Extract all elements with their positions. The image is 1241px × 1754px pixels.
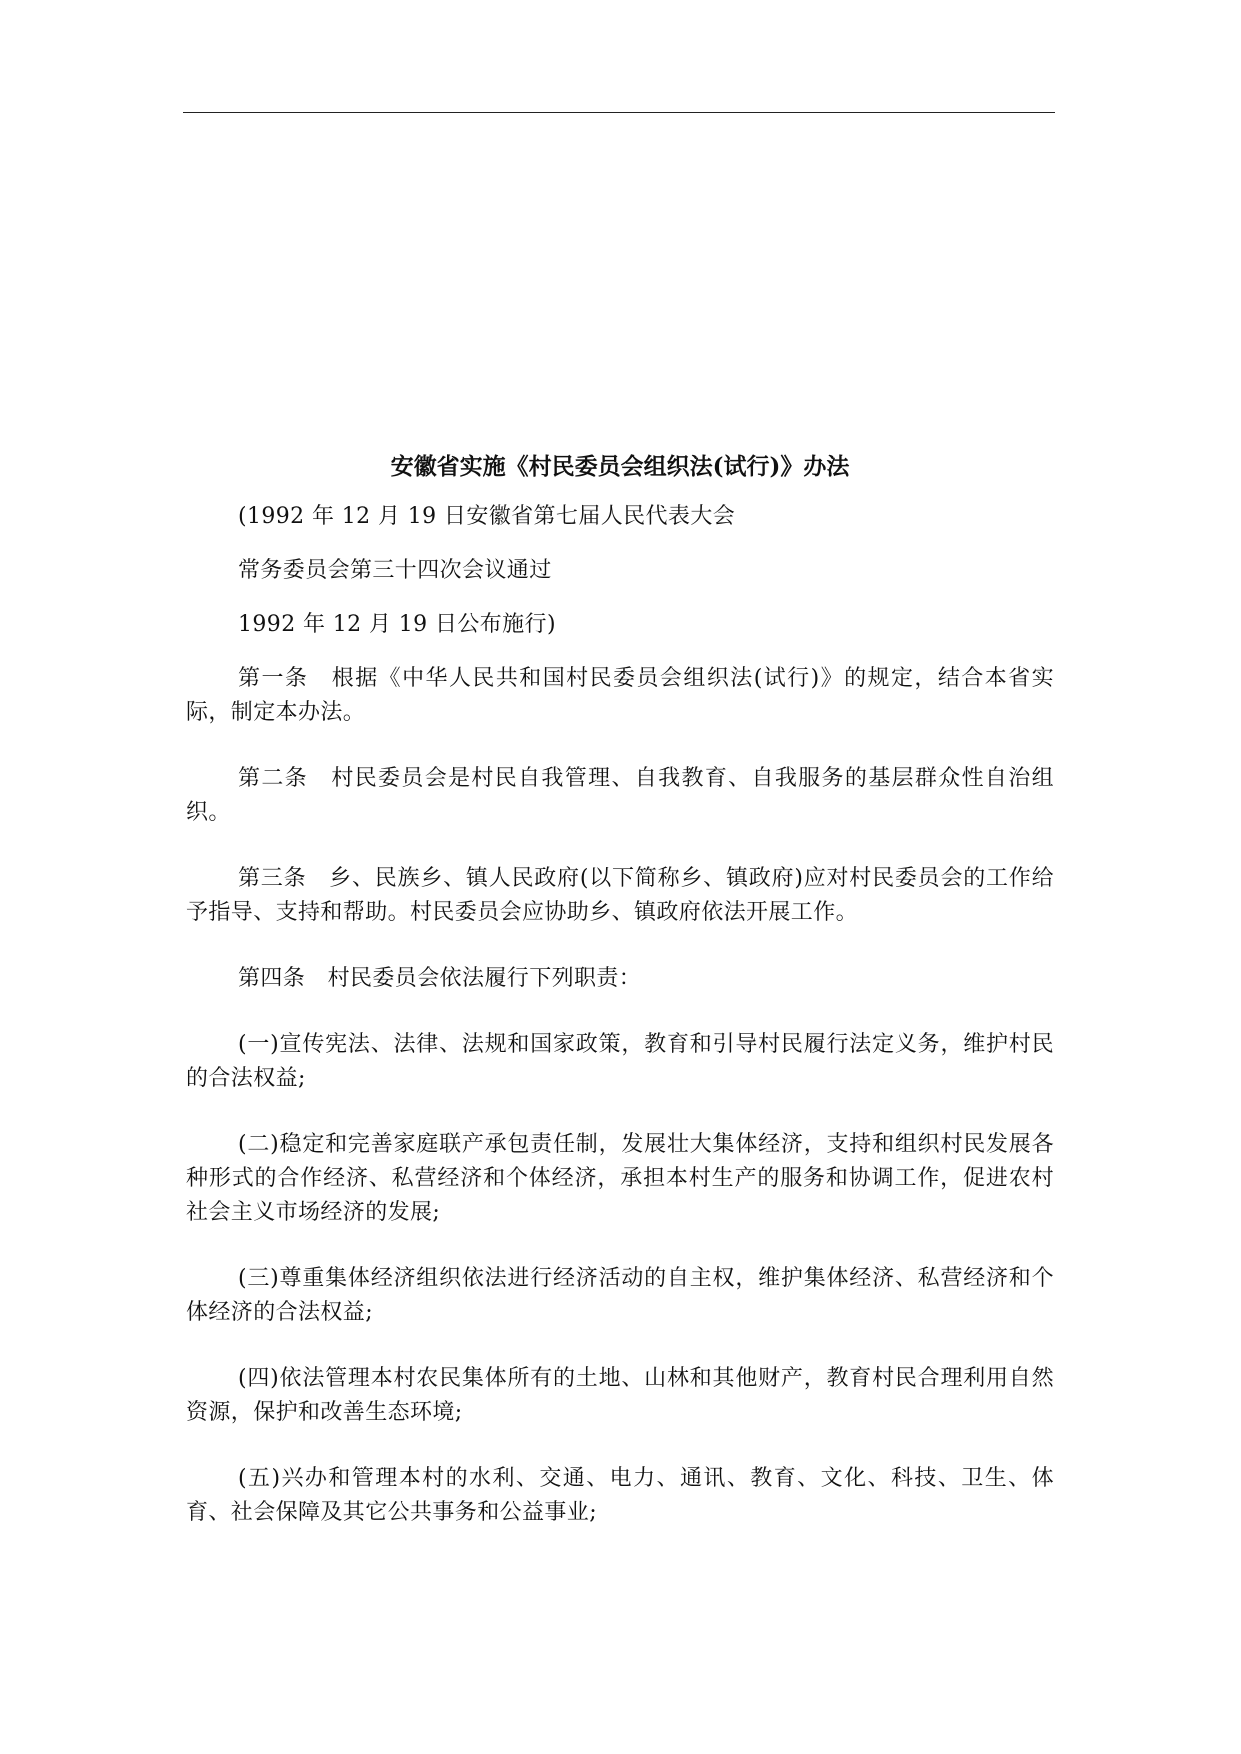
- article-3: 第三条 乡、民族乡、镇人民政府(以下简称乡、镇政府)应对村民委员会的工作给予指导、支持和帮助。村民委员会应协助乡、镇政府依法开展工作。: [186, 866, 1054, 925]
- article-4-item-2: (二)稳定和完善家庭联产承包责任制，发展壮大集体经济，支持和组织村民发展各种形式的合作经济、私营经济和个体经济，承担本村生产的服务和协调工作，促进农村社会主义市场经济的发展;: [186, 1132, 1054, 1225]
- article-4: 第四条 村民委员会依法履行下列职责：: [238, 966, 642, 991]
- article-4-item-3: (三)尊重集体经济组织依法进行经济活动的自主权，维护集体经济、私营经济和个体经济的合法权益;: [186, 1266, 1054, 1325]
- preamble-line-3: 1992 年 12 月 19 日公布施行): [238, 612, 556, 637]
- article-1: 第一条 根据《中华人民共和国村民委员会组织法(试行)》的规定，结合本省实际，制定本办法。: [186, 666, 1054, 725]
- document-title: 安徽省实施《村民委员会组织法(试行)》办法: [390, 453, 850, 480]
- article-2: 第二条 村民委员会是村民自我管理、自我教育、自我服务的基层群众性自治组织。: [186, 766, 1054, 825]
- article-4-item-5: (五)兴办和管理本村的水利、交通、电力、通讯、教育、文化、科技、卫生、体育、社会保障及其它公共事务和公益事业;: [186, 1466, 1054, 1525]
- preamble-line-1: (1992 年 12 月 19 日安徽省第七届人民代表大会: [238, 504, 736, 529]
- header-rule: [183, 112, 1055, 113]
- document-body: [186, 450, 1054, 1562]
- article-4-item-1: (一)宣传宪法、法律、法规和国家政策，教育和引导村民履行法定义务，维护村民的合法权益;: [186, 1032, 1054, 1091]
- article-4-item-4: (四)依法管理本村农民集体所有的土地、山林和其他财产，教育村民合理利用自然资源，保护和改善生态环境;: [186, 1366, 1054, 1425]
- preamble-line-2: 常务委员会第三十四次会议通过: [238, 558, 552, 583]
